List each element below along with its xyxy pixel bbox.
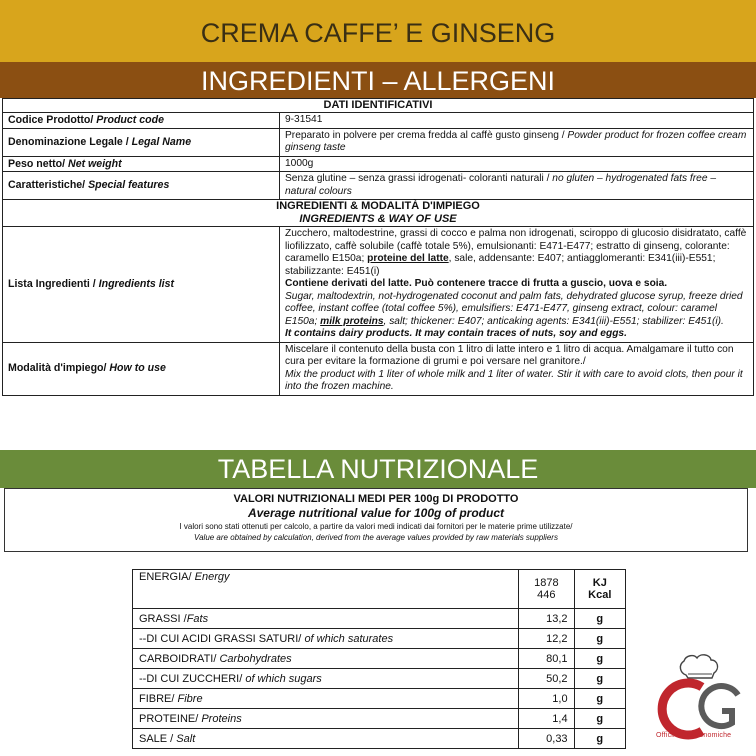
table-row	[133, 689, 626, 709]
nutrient-value: 50,2	[519, 669, 574, 689]
nutrient-value: 1,0	[519, 689, 574, 709]
nutrient-unit: g	[574, 729, 625, 749]
nutrient-value: 12,2	[519, 629, 574, 649]
weight-value: 1000g	[280, 156, 754, 172]
features-value: Senza glutine – senza grassi idrogenati- coloranti naturali /	[285, 173, 553, 184]
nutrient-unit: g	[574, 609, 625, 629]
nutrient-label-en: Fats	[186, 612, 209, 625]
nutrition-table	[132, 569, 626, 749]
use-label-en: How to use	[109, 362, 166, 375]
officine-gastronomiche-logo	[650, 645, 750, 745]
features-value-en: no gluten – hydrogenated fats free – natural colours	[285, 173, 716, 197]
nutrient-label-en: of which saturates	[304, 632, 394, 645]
nutrient-label: GRASSI /	[139, 612, 187, 625]
nutrient-label: --DI CUI ZUCCHERI/	[139, 672, 246, 685]
energy-label-en: Energy	[194, 571, 230, 583]
energy-label: ENERGIA/	[139, 571, 195, 583]
table-row	[3, 113, 754, 129]
allergen-en: milk proteins	[320, 315, 384, 327]
name-value: Preparato in polvere per crema fredda al caffè gusto ginseng /	[285, 129, 568, 141]
logo-text: OfficineGastronomiche	[656, 732, 732, 739]
use-label: Modalità d'impiego/	[8, 362, 110, 375]
use-en: Mix the product with 1 liter of whole milk and 1 liter of water. Stir it with care to avoid clots, then pour it into the frozen machine.	[285, 368, 743, 392]
table-row	[133, 570, 626, 609]
nutrient-unit: g	[574, 649, 625, 669]
features-label-en: Special features	[88, 179, 170, 192]
nutrition-note-it: I valori sono stati ottenuti per calcolo, a partire da valori medi indicati dai fornitori per le materie prime utilizzate/	[179, 522, 573, 531]
identification-table	[2, 98, 754, 396]
warning-en: It contains dairy products. It may contain traces of nuts, soy and eggs.	[285, 328, 627, 339]
product-title: CREMA CAFFE’ E GINSENG	[0, 0, 756, 62]
ingredients-label: Lista Ingredienti /	[8, 278, 99, 290]
warning-it: Contiene derivati del latte. Può contenere tracce di frutta a guscio, uova e soia.	[285, 278, 668, 289]
nutrient-unit: g	[574, 629, 625, 649]
nutrient-unit: g	[574, 709, 625, 729]
table-row	[3, 227, 754, 343]
nutrient-label: FIBRE/	[139, 692, 178, 705]
ingredients-it-2: , sale, addensante: E407; antiagglomeranti: E341(iii)-E551; stabilizzante: E451(i)	[285, 253, 716, 277]
nutrition-title: VALORI NUTRIZIONALI MEDI PER 100g DI PRODOTTO	[233, 493, 519, 505]
allergen-section-title: INGREDIENTI – ALLERGENI	[0, 62, 756, 98]
nutrient-label: SALE /	[139, 732, 177, 745]
nutrient-label: CARBOIDRATI/	[139, 652, 220, 665]
nutrient-label-en: Proteins	[201, 712, 242, 725]
unit-kj: KJ	[592, 577, 607, 589]
table-row	[133, 629, 626, 649]
features-label: Caratteristiche/	[8, 179, 89, 192]
table-row	[3, 156, 754, 172]
code-label-en: Product code	[96, 114, 164, 126]
chef-hat-icon	[680, 655, 717, 678]
table-row	[133, 729, 626, 749]
table-row	[3, 342, 754, 395]
table-row	[133, 669, 626, 689]
name-label-en: Legal Name	[131, 135, 192, 148]
unit-kcal: Kcal	[588, 589, 612, 601]
ingredients-it-1: Zucchero, maltodestrine, grassi di cocco e palma non idrogenati, sciroppo di glucosio disidratato, caffè liofilizzato, caffè solubile (caffè totale 5%), emulsionanti: E471-E477; estratto di ginseng, colorante: caramello E150a;	[285, 228, 747, 264]
nutrient-label-en: Carbohydrates	[219, 652, 292, 665]
ingredients-section-title: INGREDIENTI & MODALITÀ D'IMPIEGO	[276, 200, 480, 212]
nutrient-label: PROTEINE/	[139, 712, 202, 725]
ingredients-section-subtitle: INGREDIENTS & WAY OF USE	[299, 213, 457, 225]
nutrient-unit: g	[574, 669, 625, 689]
nutrient-label: --DI CUI ACIDI GRASSI SATURI/	[139, 632, 305, 645]
nutrient-unit: g	[574, 689, 625, 709]
name-label: Denominazione Legale /	[8, 135, 132, 148]
ident-section-title: DATI IDENTIFICATIVI	[3, 99, 754, 113]
table-row	[133, 609, 626, 629]
nutrition-subtitle: Average nutritional value for 100g of product	[247, 506, 505, 520]
use-it: Miscelare il contenuto della busta con 1 litro di latte intero e 1 litro di acqua. Amalgamare il tutto con cura per evitare la formazione di grumi e poi versare nel granitore./	[285, 343, 734, 367]
nutrient-label-en: Fibre	[177, 692, 203, 705]
energy-kj: 1878	[534, 577, 559, 589]
nutrient-label-en: of which sugars	[245, 672, 322, 685]
table-row	[133, 709, 626, 729]
nutrition-section-title: TABELLA NUTRIZIONALE	[0, 450, 756, 488]
energy-kcal: 446	[537, 589, 556, 601]
name-value-en: Powder product for frozen coffee cream ginseng taste	[285, 129, 747, 153]
weight-label: Peso netto/	[8, 157, 69, 170]
nutrition-header-box	[4, 488, 748, 552]
nutrient-value: 1,4	[519, 709, 574, 729]
table-row	[133, 649, 626, 669]
weight-label-en: Net weight	[68, 157, 122, 170]
table-row	[3, 128, 754, 156]
code-value: 9-31541	[280, 113, 754, 129]
nutrient-value: 13,2	[519, 609, 574, 629]
code-label: Codice Prodotto/	[8, 114, 97, 126]
ingredients-en-2: , salt; thickener: E407; anticaking agents: E341(iii)-E551; stabilizer: E451(i).	[383, 315, 724, 327]
nutrition-note-en: Value are obtained by calculation, derived from the average values provided by raw materials suppliers	[194, 533, 558, 542]
nutrient-label-en: Salt	[176, 732, 196, 745]
ingredients-label-en: Ingredients list	[98, 278, 175, 290]
ingredients-en-1: Sugar, maltodextrin, not-hydrogenated coconut and palm fats, dehydrated glucose syrup, freeze dried coffee, instant coffee (total coffee 5%), emulsifiers: E471-E477, ginseng extract, colour: caramel E150a;	[285, 290, 743, 327]
table-row	[3, 172, 754, 200]
nutrient-value: 80,1	[519, 649, 574, 669]
nutrient-value: 0,33	[519, 729, 574, 749]
allergen-it: proteine del latte	[367, 253, 449, 264]
